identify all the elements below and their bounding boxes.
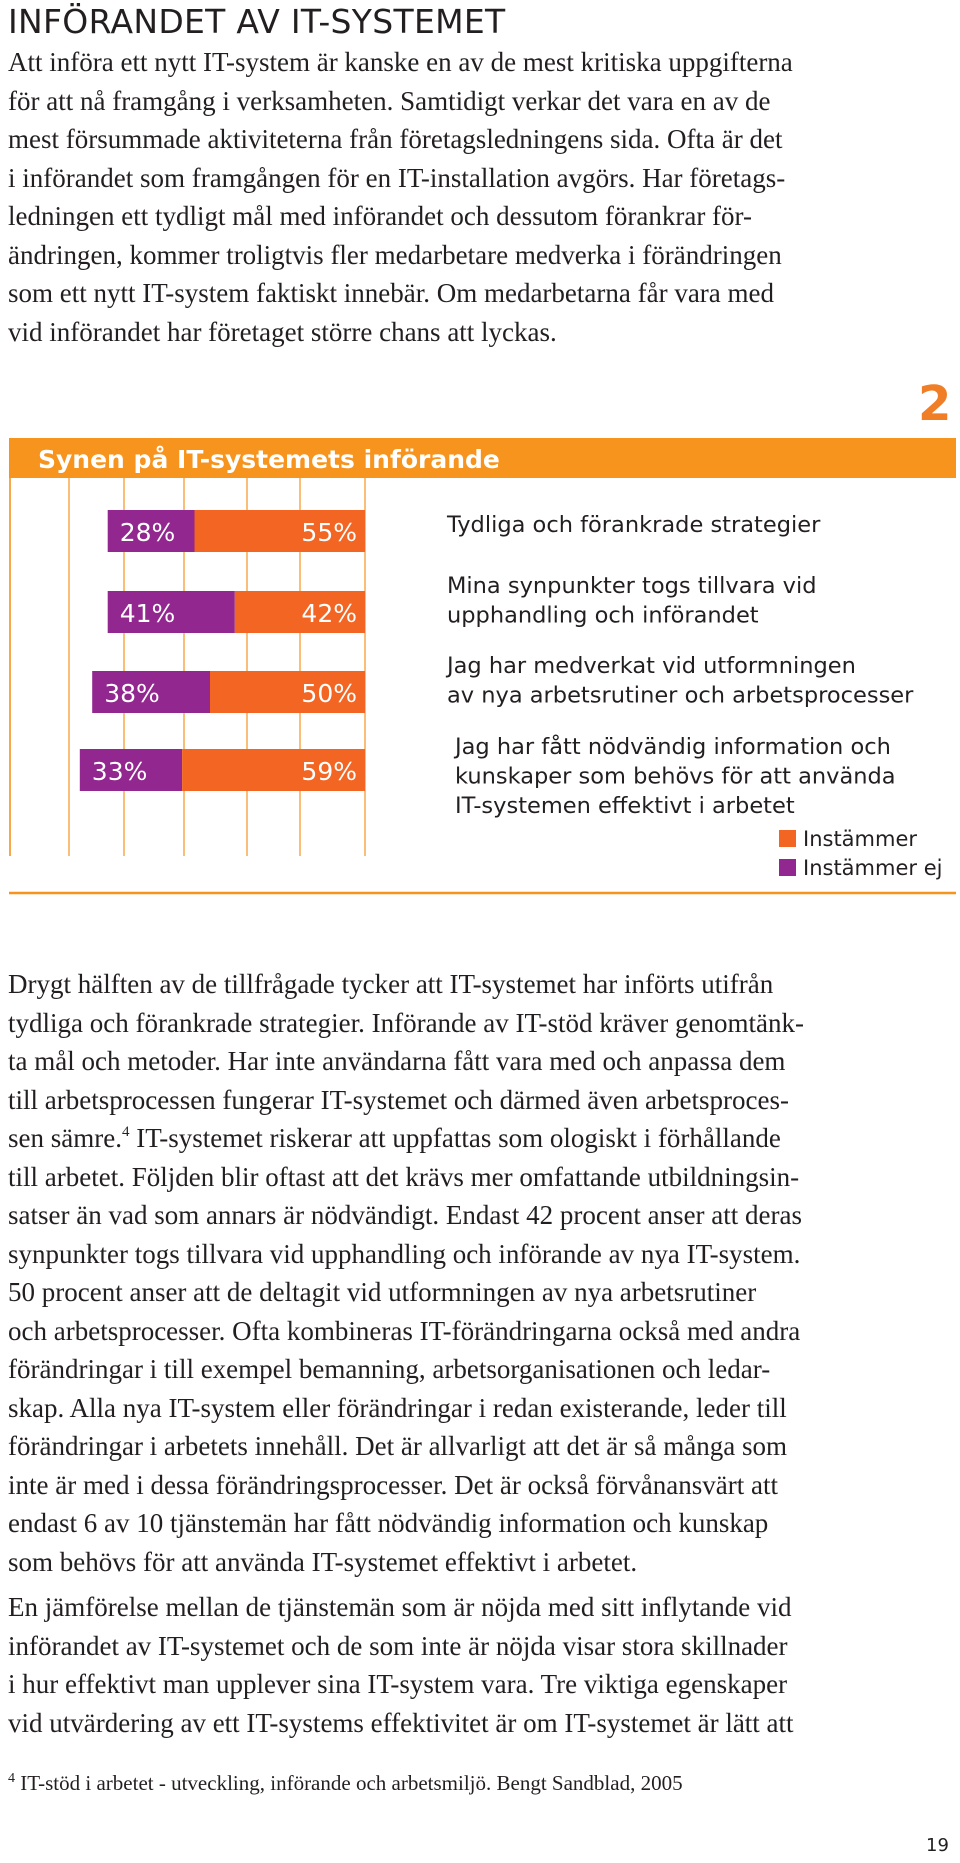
intro-line: mest försummade aktiviteterna från företagsledningens sida. Ofta är det <box>8 124 783 154</box>
body-line: i hur effektivt man upplever sina IT-system vara. Tre viktiga egenskaper <box>8 1669 788 1699</box>
chart-title: Synen på IT-systemets införande <box>38 445 500 474</box>
body-paragraph-1 <box>8 965 952 1581</box>
category-label: upphandling och införandet <box>447 602 759 629</box>
bar-label-instammer: 59% <box>301 757 357 786</box>
category-label: Jag har medverkat vid utformningen <box>447 653 856 679</box>
legend-label: Instämmer <box>803 827 918 851</box>
category-label: av nya arbetsrutiner och arbetsprocesser <box>447 682 914 709</box>
category-label: Jag har fått nödvändig information och <box>455 734 891 760</box>
body-line: endast 6 av 10 tjänstemän har fått nödvändig information och kunskap <box>8 1508 769 1538</box>
bar-label-instammer: 55% <box>301 518 357 547</box>
footnote <box>8 1771 683 1796</box>
bar-label-instammer-ej: 41% <box>119 599 176 628</box>
body-line: En jämförelse mellan de tjänstemän som är nöjda med sitt inflytande vid <box>8 1592 792 1622</box>
intro-line: i införandet som framgången för en IT-installation avgörs. Har företags- <box>8 162 786 193</box>
body-line: ta mål och metoder. Har inte användarna fått vara med och anpassa dem <box>8 1046 786 1076</box>
bar-label-instammer: 42% <box>301 599 357 628</box>
section-heading: INFÖRANDET AV IT-SYSTEMET <box>8 2 506 41</box>
body-line: till arbetet. Följden blir oftast att det krävs mer omfattande utbildningsin- <box>8 1161 800 1192</box>
body-line: 50 procent anser att de deltagit vid utformningen av nya arbetsrutiner <box>8 1277 757 1307</box>
body-line-text: sen sämre. <box>8 1123 122 1153</box>
category-label: Mina synpunkter togs tillvara vid <box>447 573 817 599</box>
chapter-number: 2 <box>918 376 952 432</box>
intro-line: för att nå framgång i verksamheten. Samtidigt verkar det vara en av de <box>8 85 771 116</box>
body-line-text: IT-systemet riskerar att uppfattas som ologiskt i förhållande <box>129 1123 781 1153</box>
legend-label: Instämmer ej <box>803 856 943 880</box>
category-label: Tydliga och förankrade strategier <box>447 512 821 538</box>
footnote-reference: 4 <box>121 1124 130 1140</box>
body-line: skap. Alla nya IT-system eller förändringar i redan existerande, leder till <box>8 1392 787 1423</box>
body-line: inte är med i dessa förändringsprocesser. Det är också förvånansvärt att <box>8 1469 778 1500</box>
body-line: till arbetsprocessen fungerar IT-systemet och därmed även arbetsproces- <box>8 1084 789 1115</box>
body-line: som behövs för att använda IT-systemet effektivt i arbetet. <box>8 1546 638 1577</box>
footnote-text: IT-stöd i arbetet - utveckling, införande och arbetsmiljö. Bengt Sandblad, 2005 <box>15 1771 683 1795</box>
intro-line: vid införandet har företaget större chans att lyckas. <box>8 316 557 347</box>
footnote-marker: 4 <box>8 1771 15 1786</box>
intro-line: som ett nytt IT-system faktiskt innebär. Om medarbetarna får vara med <box>8 278 775 308</box>
intro-line: ledningen ett tydligt mål med införandet och dessutom förankrar för- <box>8 201 752 231</box>
body-line: satser än vad som annars är nödvändigt. Endast 42 procent anser att deras <box>8 1200 802 1230</box>
body-line: Drygt hälften av de tillfrågade tycker att IT-systemet har införts utifrån <box>8 969 774 999</box>
page-number: 19 <box>926 1835 949 1856</box>
legend-swatch-instammer <box>779 830 796 847</box>
body-line <box>8 1119 952 1158</box>
bar-label-instammer-ej: 28% <box>119 518 176 547</box>
body-line: förändringar i arbetets innehåll. Det är allvarligt att det är så många som <box>8 1431 787 1461</box>
category-label: kunskaper som behövs för att använda <box>455 763 896 790</box>
bar-label-instammer-ej: 38% <box>104 679 160 708</box>
body-line: tydliga och förankrade strategier. Införande av IT-stöd kräver genomtänk- <box>8 1007 804 1038</box>
category-label: IT-systemen effektivt i arbetet <box>455 793 795 819</box>
legend-swatch-instammer-ej <box>779 859 796 876</box>
body-line: synpunkter togs tillvara vid upphandling och införande av nya IT-system. <box>8 1238 801 1269</box>
intro-line: Att införa ett nytt IT-system är kanske en av de mest kritiska uppgifterna <box>8 47 793 77</box>
bar-label-instammer: 50% <box>301 679 357 708</box>
bar-label-instammer-ej: 33% <box>91 757 148 786</box>
body-line: förändringar i till exempel bemanning, arbetsorganisationen och ledar- <box>8 1354 771 1384</box>
body-line: införandet av IT-systemet och de som inte är nöjda visar stora skillnader <box>8 1630 788 1661</box>
intro-line: ändringen, kommer troligtvis fler medarbetare medverka i förändringen <box>8 239 782 270</box>
body-paragraph-2 <box>8 1588 952 1742</box>
body-line: och arbetsprocesser. Ofta kombineras IT-förändringarna också med andra <box>8 1315 801 1346</box>
body-line: vid utvärdering av ett IT-systems effektivitet är om IT-systemet är lätt att <box>8 1707 794 1738</box>
